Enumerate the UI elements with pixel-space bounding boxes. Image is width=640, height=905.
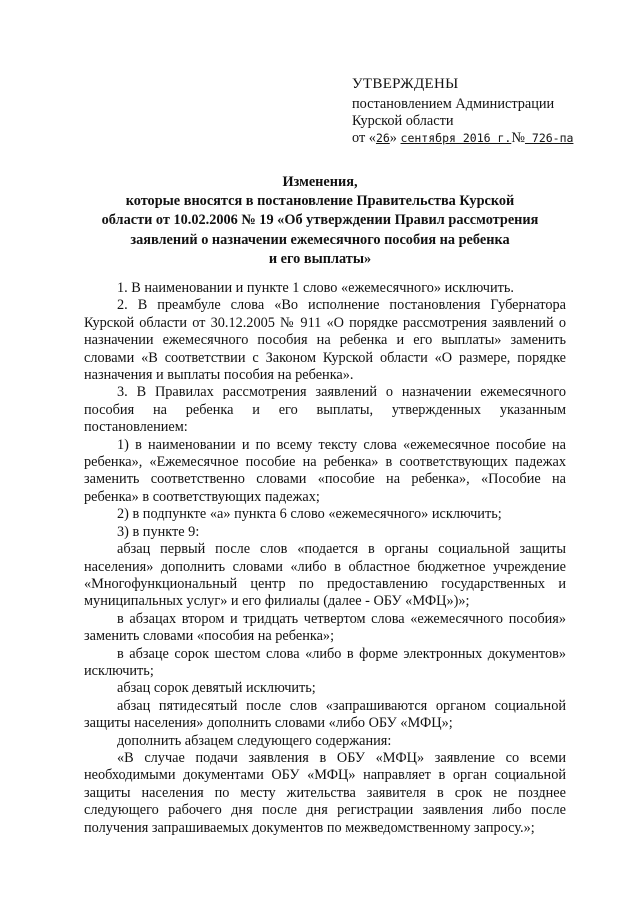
title-line-2: которые вносятся в постановление Правительства Курской [125,193,515,210]
paragraph-11: абзац пятидесятый после слов «запрашиваются органом социальной защиты населения» дополнить словами «либо ОБУ «МФЦ»; [84,697,566,732]
title-line-1: Изменения, [282,174,358,190]
title-line-4: заявлений о назначении ежемесячного пособия на ребенка [130,231,510,248]
paragraph-4: 1) в наименовании и по всему тексту слова «ежемесячное пособие на ребенка», «Ежемесячное пособие на ребенка» в соответствующих падежах заменить соответственно словами «пособие на ребенка», «Пособие на ребенка» в соответствующих падежах; [84,436,566,505]
approval-line-2: Курской области [352,113,454,129]
document-number: 726-па [524,131,574,145]
paragraph-7: абзац первый после слов «подается в органы социальной защиты населения» дополнить словами «либо в областное бюджетное учреждение «Многофункциональный центр по предоставлению государственных и муниципальных услуг» и его филиалы (далее - ОБУ «МФЦ»)»; [84,541,566,610]
title-line-5: и его выплаты» [268,250,372,267]
date-day: 26 [375,131,390,145]
title-line-3: области от 10.02.2006 № 19 «Об утверждении Правил рассмотрения [101,212,539,229]
paragraph-13: «В случае подачи заявления в ОБУ «МФЦ» заявление со всеми необходимыми документами ОБУ «МФЦ» направляет в орган социальной защиты населения по месту жительства заявителя в срок не позднее следующего рабочего дня после дня регистрации заявления либо после получения запрашиваемых документов по межведомственному запросу.»; [84,749,566,836]
document-body [84,280,566,837]
paragraph-1: 1. В наименовании и пункте 1 слово «ежемесячного» исключить. [117,280,514,296]
paragraph-12: дополнить абзацем следующего содержания: [117,732,392,749]
date-mid: » [389,130,401,146]
number-sign: № [511,130,525,146]
date-month-year: сентября 2016 г. [400,131,512,145]
paragraph-6: 3) в пункте 9: [117,523,200,540]
paragraph-3: 3. В Правилах рассмотрения заявлений о назначении ежемесячного пособия на ребенка и его выплаты, утвержденных указанным постановлением: [84,384,566,436]
approval-date-line [352,130,622,147]
paragraph-2: 2. В преамбуле слова «Во исполнение постановления Губернатора Курской области от 30.12.2005 № 911 «О порядке рассмотрения заявлений о назначении ежемесячного пособия на ребенка и его выплаты» заменить словами «В соответствии с Законом Курской области «О размере, порядке назначения и выплаты пособия на ребенка». [84,297,566,384]
approval-line-1: постановлением Администрации [352,96,555,112]
paragraph-9: в абзаце сорок шестом слова «либо в форме электронных документов» исключить; [84,645,566,679]
paragraph-5: 2) в подпункте «а» пункта 6 слово «ежемесячного» исключить; [117,506,502,523]
paragraph-8: в абзацах втором и тридцать четвертом слова «ежемесячного пособия» заменить словами «пособия на ребенка»; [84,610,566,645]
approval-block [352,76,622,147]
date-prefix: от « [352,130,376,146]
approval-heading: УТВЕРЖДЕНЫ [352,76,459,92]
paragraph-10: абзац сорок девятый исключить; [117,680,316,697]
document-title [100,173,540,269]
